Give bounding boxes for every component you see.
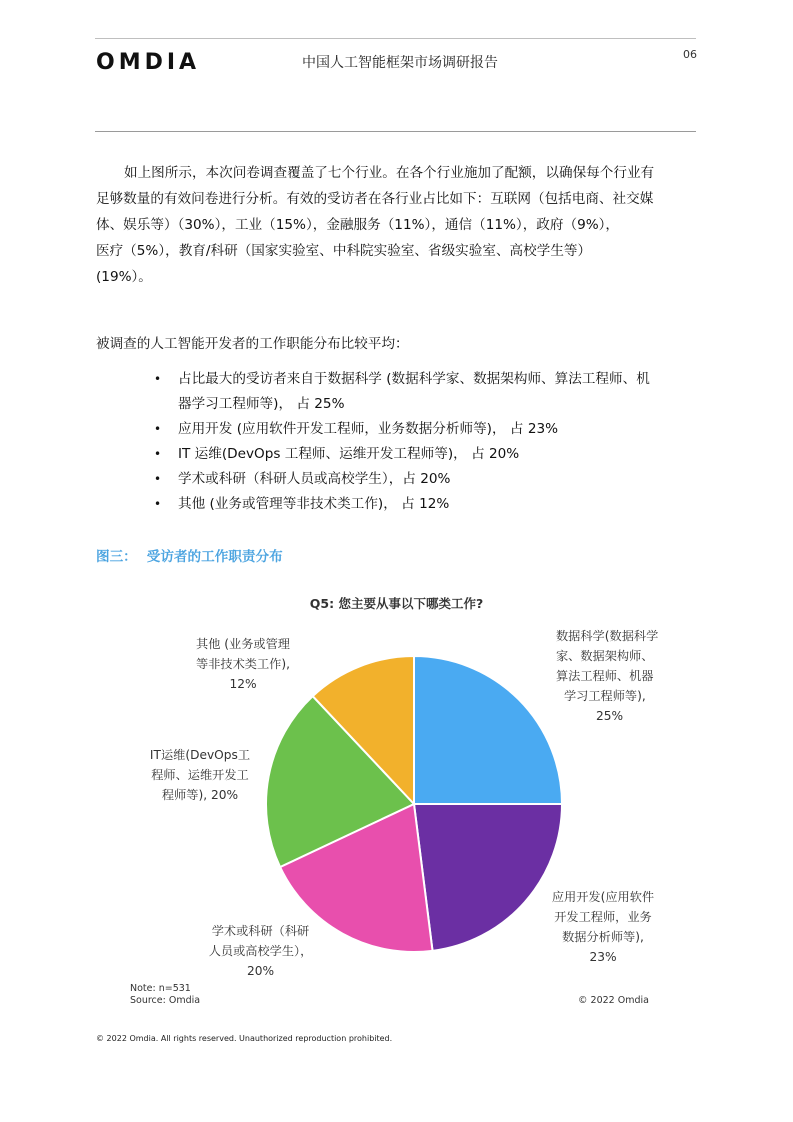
figure-caption-prefix: 图三： [96,549,137,565]
pie-label-line: 算法工程师、机器 [556,669,654,683]
pie-label-line: 学术或科研（科研 [211,924,310,938]
page-number: 06 [683,48,697,61]
pie-slice-data-science [414,656,562,804]
paragraph-line: 体、娱乐等）（30%），工业（15%），金融服务（11%），通信（11%），政府（9%）， [96,217,620,233]
bullet-icon: • [154,472,162,486]
bullet-icon: • [154,447,162,461]
pie-label-line: 学习工程师等), [564,689,646,703]
paragraph-line: 足够数量的有效问卷进行分析。有效的受访者在各行业占比如下：互联网（包括电商、社交媒 [96,191,654,207]
chart-source: Source: Omdia [130,995,201,1006]
pie-label-line: 应用开发(应用软件 [551,890,655,904]
pie-label-line: IT运维(DevOps工 [149,748,251,762]
pie-label-line: 数据分析师等), [562,930,644,944]
pie-label-it-ops [140,745,260,805]
omdia-logo: OMDIA [96,50,201,75]
chart-copyright: © 2022 Omdia [578,995,649,1006]
pie-label-app-dev [543,887,663,967]
pie-label-line: 23% [589,950,617,964]
pie-label-line: 程师、运维开发工 [151,768,249,782]
figure-caption-text: 受访者的工作职责分布 [146,549,283,565]
list-item-text: IT 运维(DevOps 工程师、运维开发工程师等)， 占 20% [178,446,520,462]
pie-label-data-science [556,626,658,726]
list-item-text: 器学习工程师等)， 占 25% [178,396,345,412]
bullet-icon: • [154,422,162,436]
pie-slice-app-dev [414,804,562,951]
list-item-text: 其他 (业务或管理等非技术类工作)， 占 12% [178,496,450,512]
pie-label-line: 25% [596,709,624,723]
pie-label-line: 等非技术类工作), [196,657,290,671]
pie-label-line: 12% [229,677,257,691]
pie-label-line: 程师等), 20% [161,788,239,802]
chart-sample-size: Note: n=531 [130,983,191,994]
pie-label-line: 20% [246,964,275,978]
paragraph-line: (19%）。 [96,269,152,285]
list-item-text: 应用开发 (应用软件开发工程师，业务数据分析师等)， 占 23% [178,421,559,437]
pie-label-academic [198,921,323,981]
list-item-text: 占比最大的受访者来自于数据科学 (数据科学家、数据架构师、算法工程师、机 [178,371,650,387]
pie-label-line: 家、数据架构师、 [556,649,654,663]
pie-label-line: 开发工程师，业务 [554,910,652,924]
paragraph-line: 医疗（5%），教育/科研（国家实验室、中科院实验室、省级实验室、高校学生等） [96,243,592,259]
list-item-text: 学术或科研（科研人员或高校学生），占 20% [178,471,451,487]
bullet-icon: • [154,372,162,386]
document-title: 中国人工智能框架市场调研报告 [302,55,498,71]
pie-label-other [183,634,303,694]
bullet-icon: • [154,497,162,511]
pie-label-line: 人员或高校学生）， [208,944,313,958]
page-footer: © 2022 Omdia. All rights reserved. Unauthorized reproduction prohibited. [96,1034,393,1043]
pie-label-line: 其他 (业务或管理 [196,637,290,651]
chart-title: Q5: 您主要从事以下哪类工作? [309,596,484,611]
chart-note [130,983,200,1007]
role-intro-paragraph: 被调查的人工智能开发者的工作职能分布比较平均： [96,336,409,352]
paragraph-line: 如上图所示，本次问卷调查覆盖了七个行业。在各个行业施加了配额，以确保每个行业有 [124,165,655,181]
pie-label-line: 数据科学(数据科学 [556,629,659,643]
